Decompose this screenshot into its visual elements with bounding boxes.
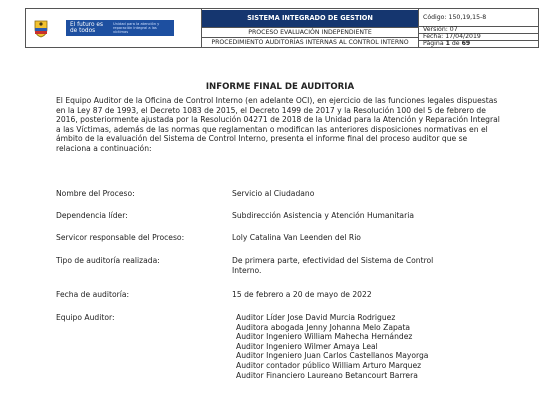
team-member: Auditor Ingeniero William Mahecha Hernández	[236, 332, 413, 342]
process-name: PROCESO EVALUACIÓN INDEPENDIENTE	[202, 28, 418, 38]
field-value-audit-type: De primera parte, efectividad del Sistema de Control Interno.	[232, 256, 434, 275]
logo-slogan: El futuro es de todos	[70, 22, 104, 34]
title-cell	[202, 9, 419, 48]
document-version: Versión: 07	[419, 27, 538, 34]
field-label-responsible: Servicor responsable del Proceso:	[56, 233, 185, 242]
document-header	[25, 8, 539, 48]
system-title: SISTEMA INTEGRADO DE GESTION	[202, 10, 418, 28]
meta-cell	[419, 9, 539, 48]
logo-entity: Unidad para la atención y reparación integral a las víctimas	[113, 22, 160, 34]
team-member: Auditor Financiero Laureano Betancourt Barrera	[236, 370, 418, 380]
field-label-audit-date: Fecha de auditoría:	[56, 290, 130, 299]
field-value-dependency: Subdirección Asistencia y Atención Humanitaria	[232, 211, 414, 220]
audit-team-list	[236, 313, 486, 380]
report-title: INFORME FINAL DE AUDITORIA	[205, 82, 355, 92]
field-value-responsible: Loly Catalina Van Leenden del Rio	[232, 233, 361, 242]
document-date: Fecha: 17/04/2019	[419, 34, 538, 41]
coat-of-arms-icon	[30, 18, 52, 38]
field-value-process: Servicio al Ciudadano	[232, 189, 315, 198]
procedure-name: PROCEDIMIENTO AUDITORÍAS INTERNAS AL CONTROL INTERNO	[211, 38, 409, 46]
team-member: Auditor Ingeniero Wilmer Amaya Leal	[236, 341, 378, 351]
team-member: Auditor Ingeniero Juan Carlos Castellanos Mayorga	[236, 351, 429, 361]
field-label-team: Equipo Auditor:	[56, 313, 115, 322]
field-value-audit-date: 15 de febrero a 20 de mayo de 2022	[232, 290, 372, 299]
team-member: Auditor Líder Jose David Murcia Rodriguez	[236, 313, 396, 322]
field-label-dependency: Dependencia líder:	[56, 211, 128, 220]
document-code: Código: 150,19,15-8	[419, 9, 538, 27]
page-number: Página 1 de 69	[423, 40, 471, 47]
intro-paragraph: El Equipo Auditor de la Oficina de Control Interno (en adelante OCI), en ejercicio de las funciones legales dispuestas en la Ley 87 de 1993, el Decreto 1083 de 2015, el Decreto 1499 de 2017 y la Resolución 100 del 5 de febrero de 2016, posteriormente ajustada por la Resolución 04271 de 2018 de la Unidad para la Atención y Reparación Integral a las Víctimas, además de las normas que reglamentan o modifican las anteriores disposiciones normativas en el ámbito de la evaluación del Sistema de Control Interno, presenta el informe final del proceso auditor que se relaciona a continuación:	[56, 96, 500, 153]
government-logo	[66, 20, 174, 36]
field-label-process: Nombre del Proceso:	[56, 189, 135, 198]
team-member: Auditora abogada Jenny Johanna Melo Zapata	[236, 322, 411, 332]
field-label-audit-type: Tipo de auditoría realizada:	[56, 256, 160, 265]
team-member: Auditor contador público William Arturo Marquez	[236, 360, 422, 370]
logo-cell	[26, 9, 202, 48]
